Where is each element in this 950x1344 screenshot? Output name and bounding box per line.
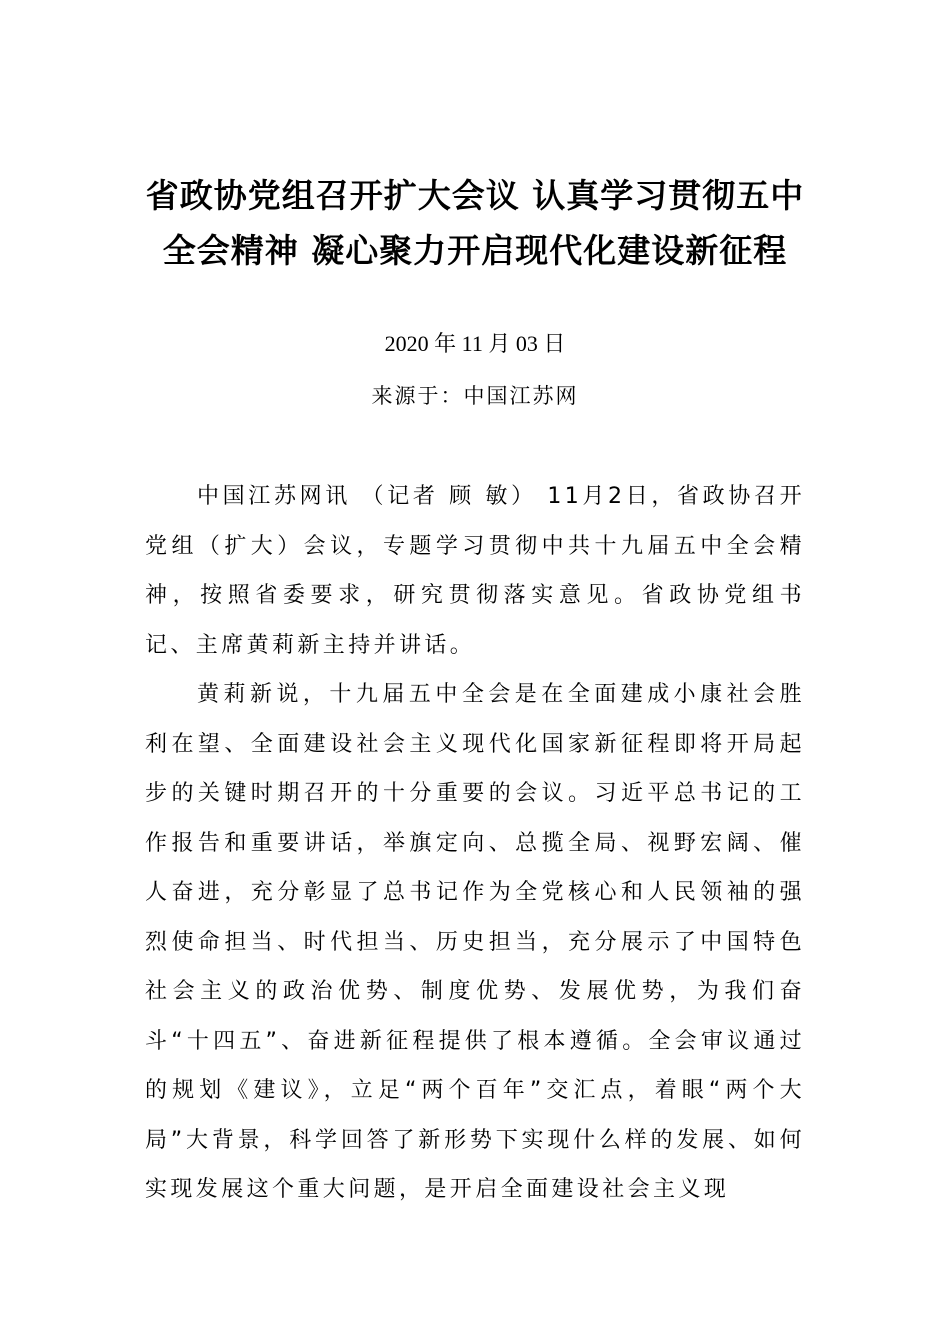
article-body — [145, 472, 805, 1215]
article-title: 省政协党组召开扩大会议 认真学习贯彻五中全会精神 凝心聚力开启现代化建设新征程 — [145, 176, 805, 270]
paragraph: 黄莉新说，十九届五中全会是在全面建成小康社会胜利在望、全面建设社会主义现代化国家新征程即将开局起步的关键时期召开的十分重要的会议。习近平总书记的工作报告和重要讲话，举旗定向、总揽全局、视野宏阔、催人奋进，充分彰显了总书记作为全党核心和人民领袖的强烈使命担当、时代担当、历史担当，充分展示了中国特色社会主义的政治优势、制度优势、发展优势，为我们奋斗“十四五”、奋进新征程提供了根本遵循。全会审议通过的规划《建议》，立足“两个百年”交汇点，着眼“两个大局”大背景，科学回答了新形势下实现什么样的发展、如何实现发展这个重大问题，是开启全面建设社会主义现 — [145, 682, 805, 1202]
paragraph: 中国江苏网讯 （记者 顾 敏） 11月2日，省政协召开党组（扩大）会议，专题学习贯彻中共十九届五中全会精神，按照省委要求，研究贯彻落实意见。省政协党组书记、主席黄莉新主持并讲话。 — [145, 484, 805, 658]
article-source: 来源于：中国江苏网 — [371, 384, 579, 408]
article-date: 2020 年 11 月 03 日 — [384, 331, 566, 356]
